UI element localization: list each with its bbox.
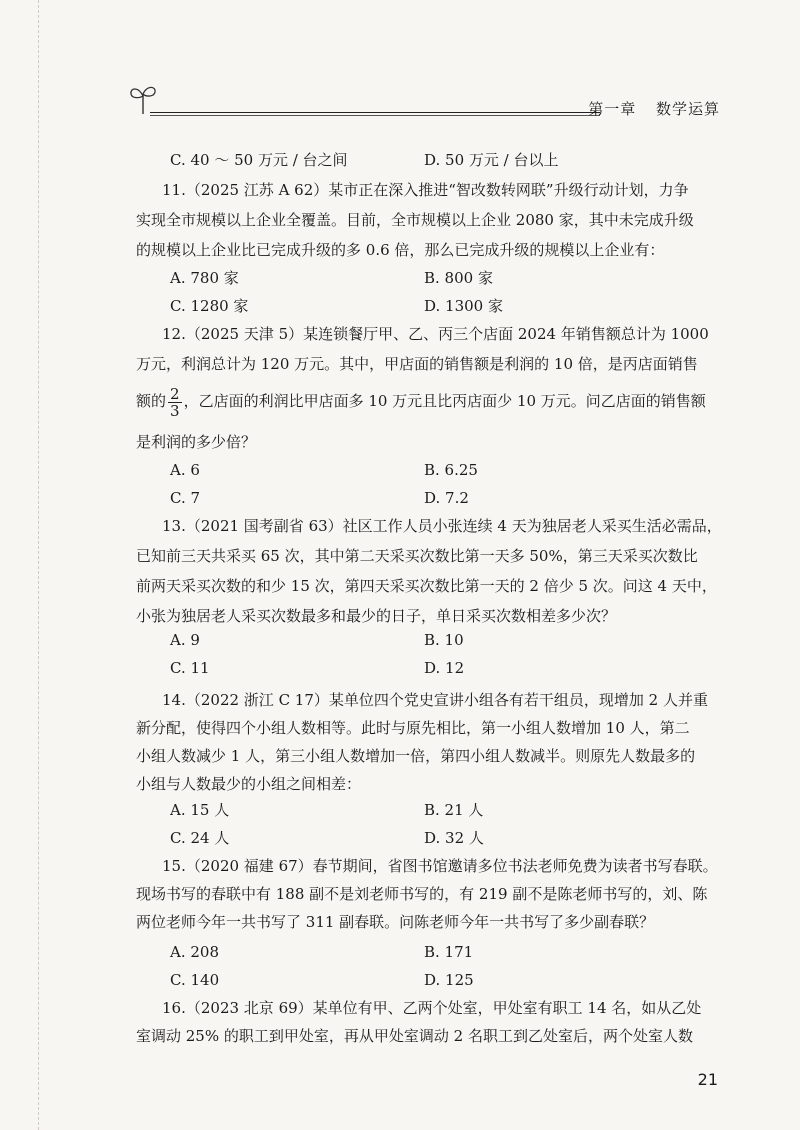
q11-option-d: D. 1300 家 xyxy=(424,297,503,315)
q12-option-b: B. 6.25 xyxy=(424,461,478,479)
q14-line: 小组人数减少 1 人，第三小组人数增加一倍，第四小组人数减半。则原先人数最多的 xyxy=(136,747,696,765)
q15-line: 现场书写的春联中有 188 副不是刘老师书写的，有 219 副不是陈老师书写的，刘、陈 xyxy=(136,885,708,903)
q13-line: 已知前三天共采买 65 次，其中第二天采买次数比第一天多 50%，第三天采买次数比 xyxy=(136,547,698,565)
sprout-icon xyxy=(128,82,158,116)
q16-line: 室调动 25% 的职工到甲处室，再从甲处室调动 2 名职工到乙处室后，两个处室人数 xyxy=(136,1027,693,1045)
q12-option-d: D. 7.2 xyxy=(424,489,469,507)
q15-option-d: D. 125 xyxy=(424,971,474,989)
fraction xyxy=(168,386,182,419)
q12-line: 是利润的多少倍？ xyxy=(136,433,257,451)
q13-line: 前两天采买次数的和少 15 次，第四天采买次数比第一天的 2 倍少 5 次。问这 4 天中， xyxy=(136,577,717,595)
q12-text-after: ，乙店面的利润比甲店面多 10 万元且比丙店面少 10 万元。问乙店面的销售额 xyxy=(183,392,706,410)
section-label: 数学运算 xyxy=(655,100,720,118)
page-header xyxy=(140,88,720,128)
q13-option-b: B. 10 xyxy=(424,631,464,649)
q14-option-d: D. 32 人 xyxy=(424,829,484,847)
q15-option-b: B. 171 xyxy=(424,943,474,961)
q14-option-b: B. 21 人 xyxy=(424,801,484,819)
chapter-title xyxy=(574,98,720,119)
q12-line: 万元，利润总计为 120 万元。其中，甲店面的销售额是利润的 10 倍，是丙店面销售 xyxy=(136,355,698,373)
q12-line-fraction xyxy=(136,384,726,419)
q11-line: 11.（2025 江苏 A 62）某市正在深入推进“智改数转网联”升级行动计划，力争 xyxy=(162,181,689,199)
q14-line: 14.（2022 浙江 C 17）某单位四个党史宣讲小组各有若干组员，现增加 2 人并重 xyxy=(162,691,708,709)
q11-option-c: C. 1280 家 xyxy=(170,297,249,315)
q14-option-a: A. 15 人 xyxy=(170,801,230,819)
q12-option-a: A. 6 xyxy=(170,461,200,479)
q11-line: 的规模以上企业比已完成升级的多 0.6 倍，那么已完成升级的规模以上企业有： xyxy=(136,241,665,259)
scan-edge xyxy=(38,0,39,1130)
q15-line: 两位老师今年一共书写了 311 副春联。问陈老师今年一共书写了多少副春联？ xyxy=(136,913,655,931)
prev-option-c: C. 40 ～ 50 万元 / 台之间 xyxy=(170,151,348,169)
q11-line: 实现全市规模以上企业全覆盖。目前，全市规模以上企业 2080 家，其中未完成升级 xyxy=(136,211,694,229)
q12-line: 12.（2025 天津 5）某连锁餐厅甲、乙、丙三个店面 2024 年销售额总计为 1000 xyxy=(162,325,709,343)
q14-option-c: C. 24 人 xyxy=(170,829,230,847)
q16-line: 16.（2023 北京 69）某单位有甲、乙两个处室，甲处室有职工 14 名，如从乙处 xyxy=(162,999,702,1017)
q12-text-before: 额的 xyxy=(136,392,167,410)
q13-line: 小张为独居老人采买次数最多和最少的日子，单日采买次数相差多少次？ xyxy=(136,607,617,625)
fraction-numerator: 2 xyxy=(170,384,180,403)
q11-option-a: A. 780 家 xyxy=(170,269,239,287)
q14-line: 新分配，使得四个小组人数相等。此时与原先相比，第一小组人数增加 10 人，第二 xyxy=(136,719,690,737)
q12-option-c: C. 7 xyxy=(170,489,201,507)
page-number: 21 xyxy=(697,1070,718,1089)
q15-line: 15.（2020 福建 67）春节期间，省图书馆邀请多位书法老师免费为读者书写春联。 xyxy=(162,857,718,875)
fraction-denominator: 3 xyxy=(170,401,180,420)
q11-option-b: B. 800 家 xyxy=(424,269,493,287)
q13-option-a: A. 9 xyxy=(170,631,200,649)
header-rule xyxy=(150,112,600,113)
q15-option-a: A. 208 xyxy=(170,943,219,961)
q13-option-c: C. 11 xyxy=(170,659,210,677)
q13-line: 13.（2021 国考副省 63）社区工作人员小张连续 4 天为独居老人采买生活必需品， xyxy=(162,517,722,535)
prev-option-d: D. 50 万元 / 台以上 xyxy=(424,151,559,169)
chapter-label: 第一章 xyxy=(588,100,637,118)
q15-option-c: C. 140 xyxy=(170,971,220,989)
q13-option-d: D. 12 xyxy=(424,659,465,677)
q14-line: 小组与人数最少的小组之间相差： xyxy=(136,775,362,793)
